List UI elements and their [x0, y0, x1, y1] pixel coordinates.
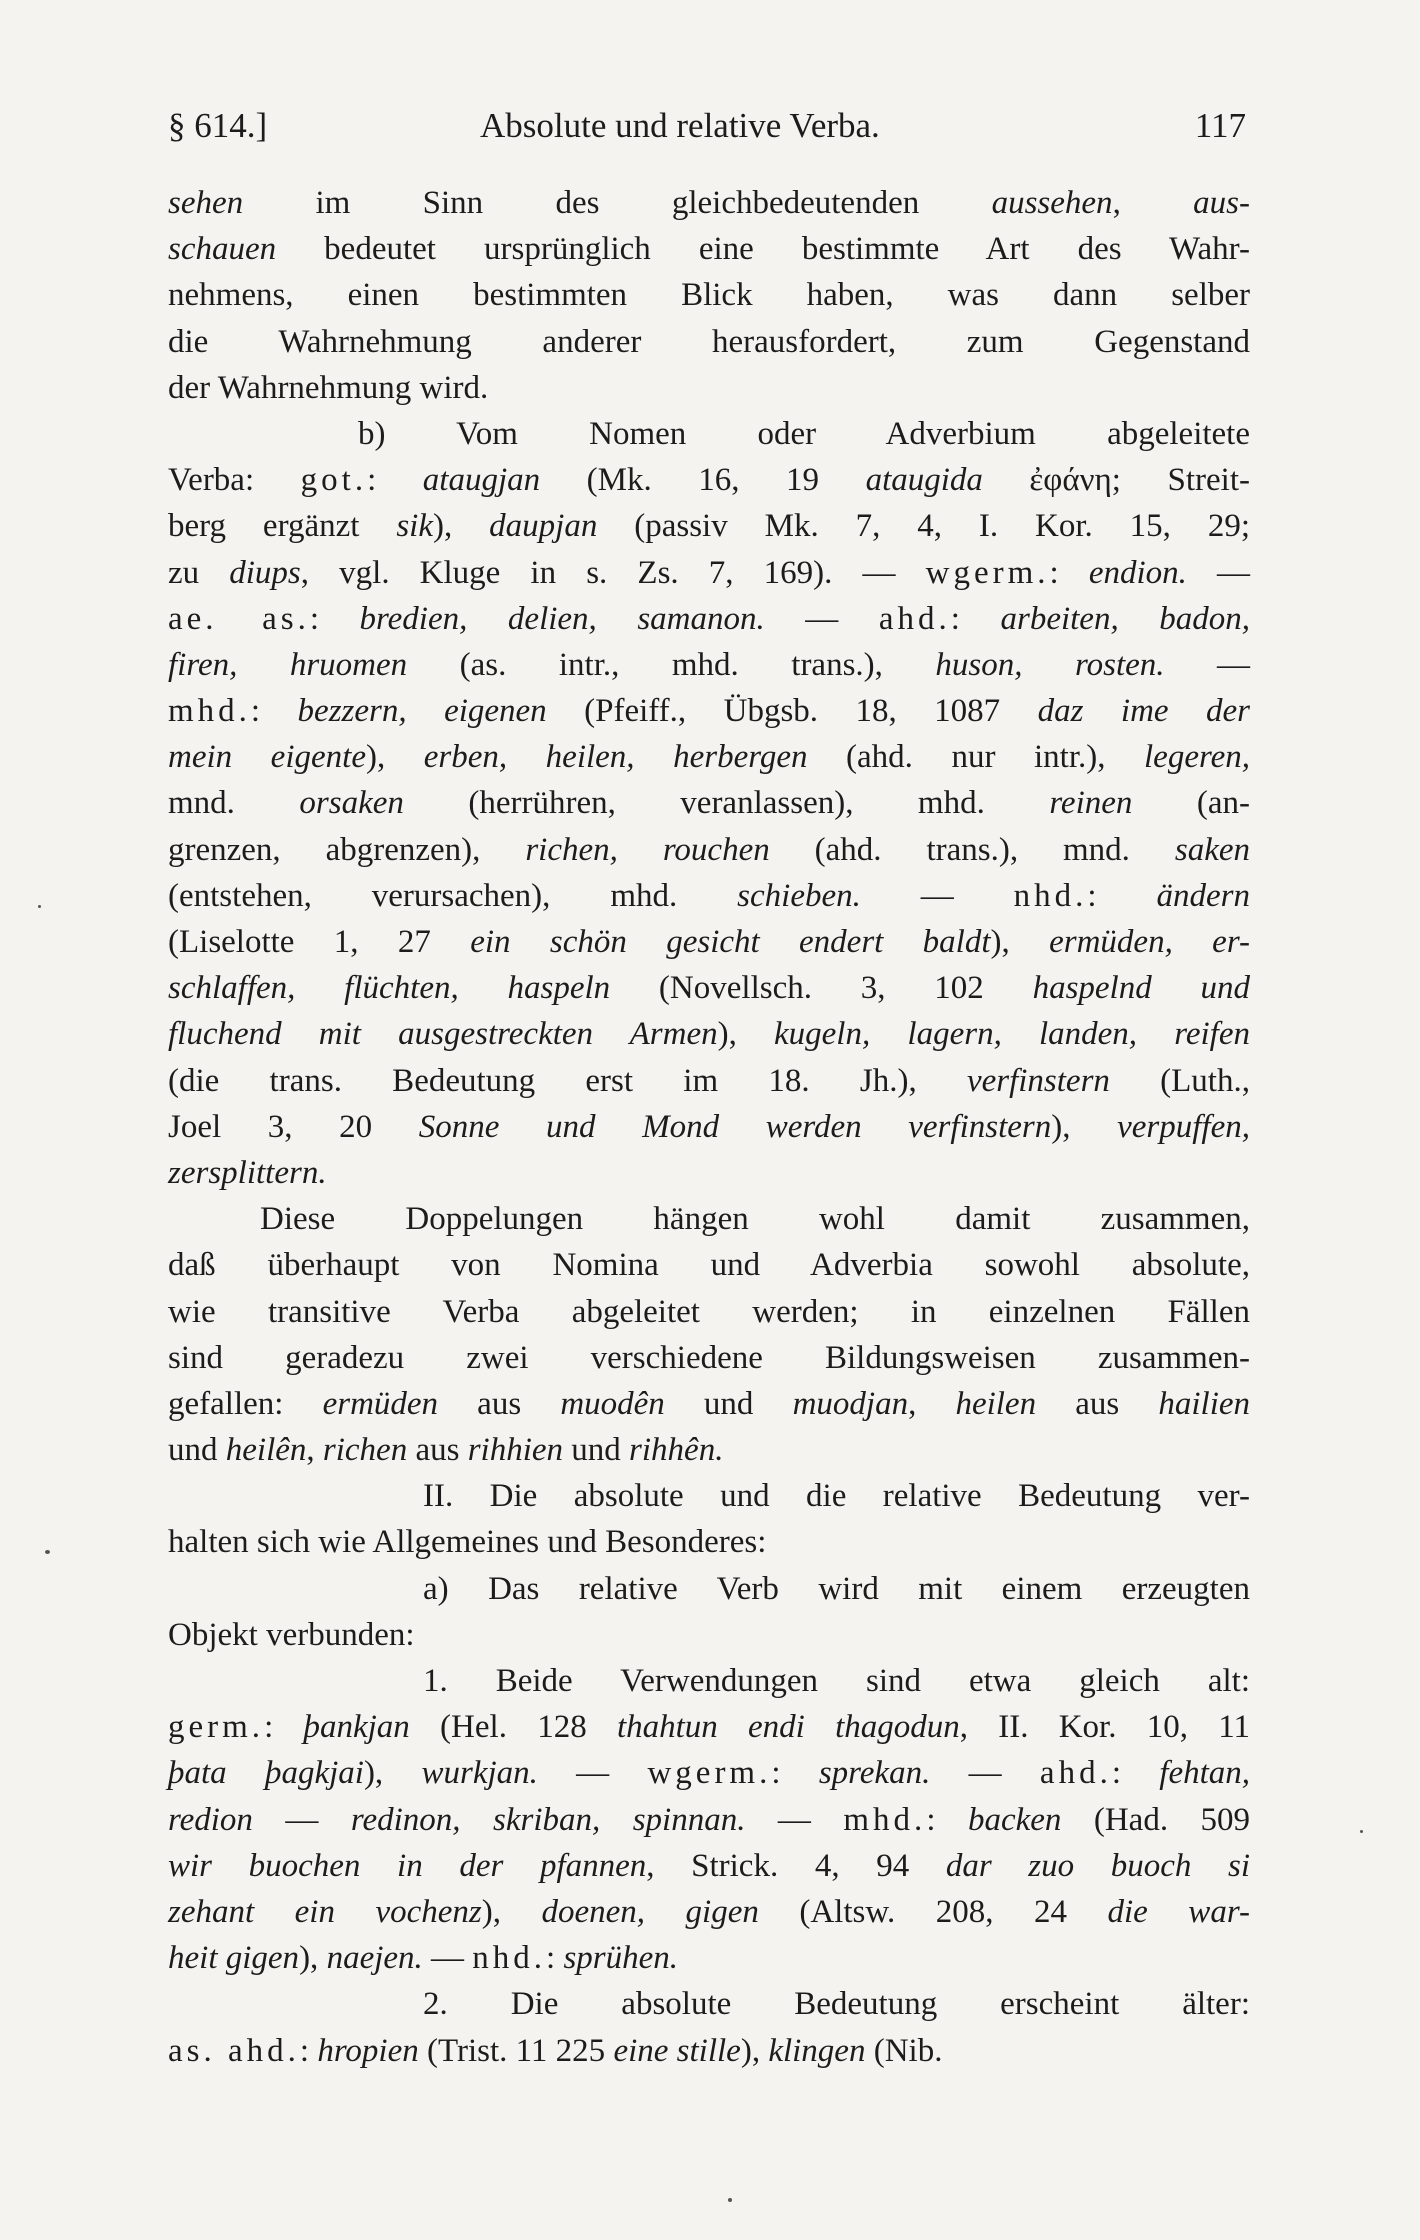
running-header [150, 96, 1250, 156]
text-line: zehant ein vochenz), doenen, gigen (Altsw. 208, 24 die war- [168, 1893, 1250, 1930]
text-line: Objekt verbunden: [168, 1616, 415, 1653]
text-line: die Wahrnehmung anderer herausfordert, zum Gegenstand [168, 323, 1250, 360]
text-line: nehmens, einen bestimmten Blick haben, was dann selber [168, 277, 1250, 314]
text-line: mein eigente), erben, heilen, herbergen (ahd. nur intr.), legeren, [168, 739, 1250, 776]
text-line: wir buochen in der pfannen, Strick. 4, 94 dar zuo buoch si [168, 1847, 1251, 1884]
text-line: as. ahd.: hropien (Trist. 11 225 eine stille), klingen (Nib. [168, 2032, 943, 2069]
text-line: germ.: þankjan (Hel. 128 thahtun endi thagodun, II. Kor. 10, 11 [168, 1709, 1250, 1746]
text-line: wie transitive Verba abgeleitet werden; in einzelnen Fällen [168, 1293, 1250, 1330]
text-line: berg ergänzt sik), daupjan (passiv Mk. 7, 4, I. Kor. 15, 29; [168, 508, 1250, 545]
running-title: Absolute und relative Verba. [480, 106, 880, 145]
text-line: der Wahrnehmung wird. [168, 369, 489, 406]
text-line: II. Die absolute und die relative Bedeutung ver- [423, 1478, 1250, 1515]
text-line: daß überhaupt von Nomina und Adverbia sowohl absolute, [168, 1247, 1250, 1284]
text-line: mnd. orsaken (herrühren, veranlassen), mhd. reinen (an- [168, 785, 1250, 822]
text-line: und heilên, richen aus rihhien und rihhên. [168, 1432, 724, 1469]
text-line: schlaffen, flüchten, haspeln (Novellsch. 3, 102 haspelnd und [168, 970, 1250, 1007]
text-line: (Liselotte 1, 27 ein schön gesicht endert baldt), ermüden, er- [168, 924, 1250, 960]
text-line: sind geradezu zwei verschiedene Bildungsweisen zusammen- [168, 1339, 1250, 1376]
text-line: mhd.: bezzern, eigenen (Pfeiff., Übgsb. 18, 1087 daz ime der [168, 693, 1251, 730]
text-line: fluchend mit ausgestreckten Armen), kugeln, lagern, landen, reifen [168, 1016, 1250, 1053]
text-line: halten sich wie Allgemeines und Besonderes: [168, 1524, 767, 1561]
text-line: gefallen: ermüden aus muodên und muodjan, heilen aus hailien [168, 1385, 1251, 1422]
text-line: 1. Beide Verwendungen sind etwa gleich alt: [423, 1663, 1250, 1699]
text-line: Joel 3, 20 Sonne und Mond werden verfinstern), verpuffen, [168, 1108, 1250, 1145]
text-line: schauen bedeutet ursprünglich eine bestimmte Art des Wahr- [168, 231, 1250, 268]
text-line: (entstehen, verursachen), mhd. schieben. — nhd.: ändern [168, 877, 1250, 914]
text-line: zu diups, vgl. Kluge in s. Zs. 7, 169). — wgerm.: endion. — [168, 554, 1251, 591]
text-line: grenzen, abgrenzen), richen, rouchen (ahd. trans.), mnd. saken [168, 831, 1250, 868]
page-number: 117 [1194, 106, 1246, 145]
text-line: zersplittern. [168, 1154, 327, 1191]
text-line: þata þagkjai), wurkjan. — wgerm.: sprekan. — ahd.: fehtan, [168, 1755, 1251, 1792]
text-line: (die trans. Bedeutung erst im 18. Jh.), verfinstern (Luth., [168, 1062, 1250, 1099]
text-line: redion — redinon, skriban, spinnan. — mhd.: backen (Had. 509 [168, 1801, 1251, 1838]
text-line: ae. as.: bredien, delien, samanon. — ahd.: arbeiten, badon, [168, 600, 1250, 637]
text-line: b) Vom Nomen oder Adverbium abgeleitete [358, 415, 1250, 452]
section-number: § 614.] [168, 106, 268, 145]
text-line: a) Das relative Verb wird mit einem erzeugten [423, 1570, 1250, 1607]
text-line: Verba: got.: ataugjan (Mk. 16, 19 ataugida ἐφάνη; Streit- [168, 462, 1250, 499]
text-line: sehen im Sinn des gleichbedeutenden aussehen, aus- [168, 185, 1250, 221]
body-text [168, 180, 1250, 2074]
text-line: 2. Die absolute Bedeutung erscheint älter: [423, 1986, 1250, 2023]
text-line: heit gigen), naejen. — nhd.: sprühen. [168, 1940, 679, 1977]
text-line: firen, hruomen (as. intr., mhd. trans.), huson, rosten. — [168, 646, 1251, 683]
text-line: Diese Doppelungen hängen wohl damit zusammen, [260, 1201, 1250, 1238]
